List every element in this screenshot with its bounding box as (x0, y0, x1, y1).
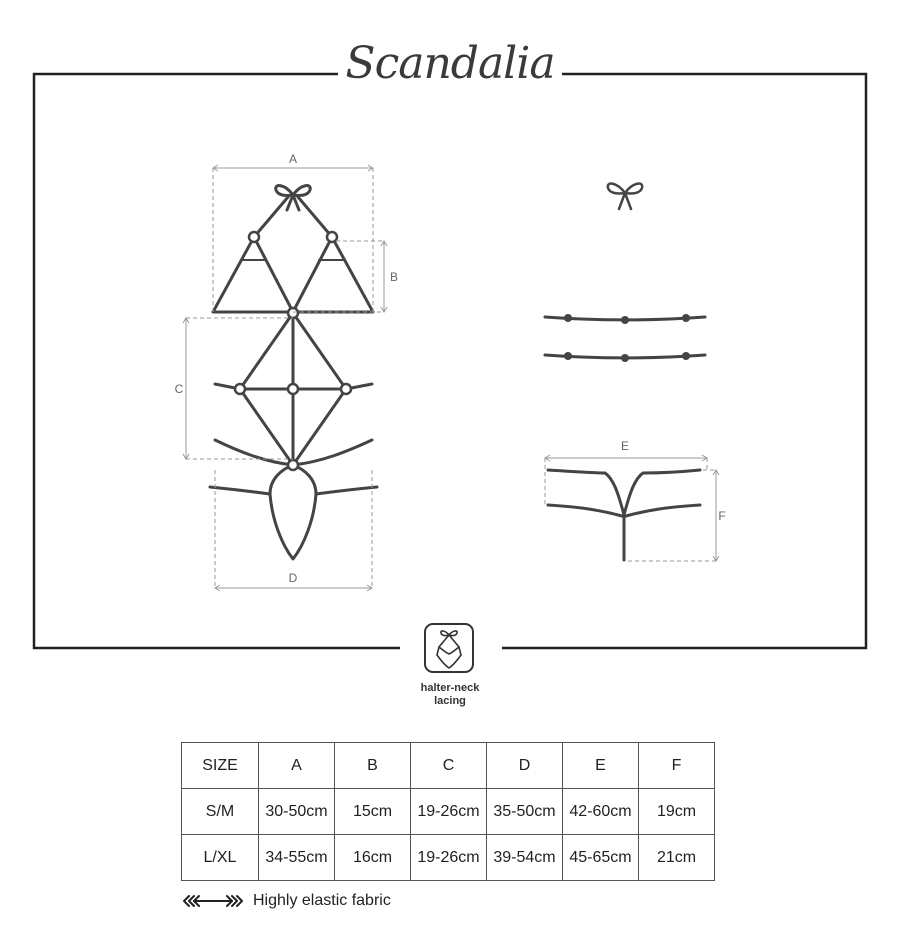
table-header-cell: B (335, 743, 411, 789)
strap-beads (564, 314, 690, 362)
table-cell: S/M (182, 789, 259, 835)
table-header-cell: D (487, 743, 563, 789)
feature-caption (390, 682, 510, 708)
table-cell: 45-65cm (563, 835, 639, 881)
table-row (182, 835, 715, 881)
table-header-cell: F (639, 743, 715, 789)
table-row (182, 789, 715, 835)
dimension-label-b: B (389, 270, 398, 284)
table-cell: 19-26cm (411, 835, 487, 881)
table-cell: 16cm (335, 835, 411, 881)
table-cell: 35-50cm (487, 789, 563, 835)
brand-logo: Scandalia (345, 38, 555, 89)
table-header-row (182, 743, 715, 789)
table-header-cell: E (563, 743, 639, 789)
table-cell: 42-60cm (563, 789, 639, 835)
table-header-cell: SIZE (182, 743, 259, 789)
bow-drawing (608, 184, 642, 209)
dimension-label-e: E (620, 439, 629, 453)
feature-caption-line2: lacing (434, 695, 466, 707)
table-cell: 34-55cm (259, 835, 335, 881)
halter-neck-icon (424, 623, 474, 673)
feature-caption-line1: halter-neck (420, 682, 480, 694)
frame (34, 74, 866, 648)
elastic-fabric-label: Highly elastic fabric (253, 892, 391, 909)
table-header-cell: A (259, 743, 335, 789)
dimension-label-a: A (288, 152, 297, 166)
table-cell: L/XL (182, 835, 259, 881)
thong-drawing (548, 470, 700, 560)
size-table (181, 742, 715, 881)
dimension-label-f: F (718, 509, 726, 523)
table-cell: 19cm (639, 789, 715, 835)
elastic-arrows-icon (183, 894, 243, 908)
table-header-cell: C (411, 743, 487, 789)
table-cell: 39-54cm (487, 835, 563, 881)
table-cell: 19-26cm (411, 789, 487, 835)
dimension-guides-bodysuit (183, 165, 387, 591)
table-cell: 30-50cm (259, 789, 335, 835)
dimension-label-c: C (174, 382, 184, 396)
dimension-label-d: D (288, 571, 298, 585)
bodysuit-drawing (210, 186, 377, 559)
table-cell: 15cm (335, 789, 411, 835)
elastic-fabric-note (183, 890, 391, 912)
table-cell: 21cm (639, 835, 715, 881)
